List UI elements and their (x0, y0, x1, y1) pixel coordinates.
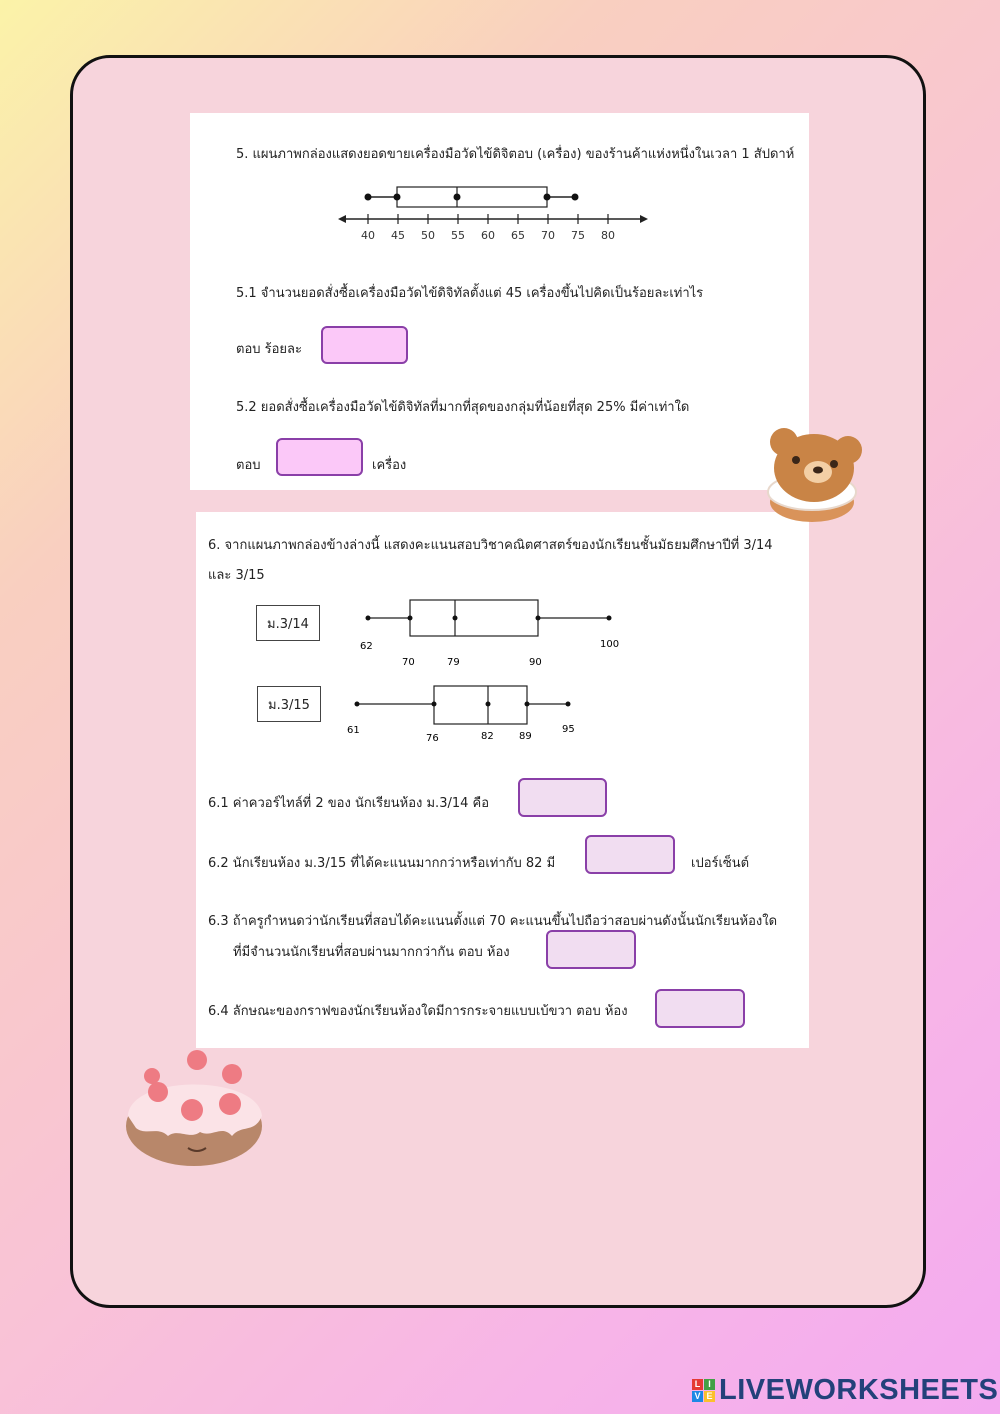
q6-2-unit: เปอร์เซ็นต์ (691, 856, 750, 871)
q5-title: 5. แผนภาพกล่องแสดงยอดขายเครื่องมือวัดไข้ดิจิตอบ (เครื่อง) ของร้านค้าแห่งหนึ่งในเวลา 1 สัปดาห์ (236, 147, 795, 162)
q6-4-answer-box[interactable] (655, 989, 745, 1028)
label-314-q1: 70 (402, 657, 415, 668)
min-point (365, 194, 372, 201)
axis-tick-label: 60 (481, 229, 495, 242)
q5-2-unit: เครื่อง (372, 458, 407, 473)
q6-3-answer-box[interactable] (546, 930, 636, 969)
q6-title-line2: และ 3/15 (208, 568, 265, 583)
liveworksheets-logo (692, 1374, 998, 1407)
q6-boxplots (332, 588, 632, 748)
question-5-card (190, 113, 809, 490)
q6-1-text: 6.1 ค่าควอร์ไทล์ที่ 2 ของ นักเรียนห้อง ม.3/14 คือ (208, 796, 490, 811)
right-arrow (640, 215, 648, 223)
q6-3-line1: 6.3 ถ้าครูกำหนดว่านักเรียนที่สอบได้คะแนนตั้งแต่ 70 คะแนนขึ้นไปถือว่าสอบผ่านดังนั้นนักเรียนห้องใด (208, 914, 778, 929)
logo-text: LIVEWORKSHEETS (719, 1374, 999, 1406)
label-315-min: 61 (347, 725, 360, 736)
label-314-max: 100 (600, 639, 620, 650)
q5-2-answer-label: ตอบ (236, 458, 261, 473)
q6-2-answer-box[interactable] (585, 835, 675, 874)
q6-2-text: 6.2 นักเรียนห้อง ม.3/15 ที่ได้คะแนนมากกว่าหรือเท่ากับ 82 มี (208, 856, 556, 871)
left-arrow (338, 215, 346, 223)
label-314-median: 79 (447, 657, 460, 668)
axis-tick-label: 45 (391, 229, 405, 242)
median-point (454, 194, 461, 201)
axis-tick-label: 75 (571, 229, 585, 242)
axis-tick-label: 80 (601, 229, 615, 242)
axis-tick-label: 65 (511, 229, 525, 242)
q6-title-line1: 6. จากแผนภาพกล่องข้างล่างนี้ แสดงคะแนนสอบวิชาคณิตศาสตร์ของนักเรียนชั้นมัธยมศึกษาปีที่ 3/14 (208, 538, 773, 553)
q3-point (544, 194, 551, 201)
label-315-q1: 76 (426, 733, 439, 744)
q6-3-line2: ที่มีจำนวนนักเรียนที่สอบผ่านมากกว่ากัน ตอบ ห้อง (233, 945, 510, 960)
label-314-q3: 90 (529, 657, 542, 668)
label-314-min: 62 (360, 641, 373, 652)
axis-tick-label: 50 (421, 229, 435, 242)
q5-2-text: 5.2 ยอดสั่งซื้อเครื่องมือวัดไข้ดิจิทัลที่มากที่สุดของกลุ่มที่น้อยที่สุด 25% มีค่าเท่าใด (236, 400, 690, 415)
logo-letter-e: E (704, 1391, 715, 1402)
strawberry-cake-sticker (122, 1044, 272, 1174)
q6-1-answer-box[interactable] (518, 778, 607, 817)
label-315-median: 82 (481, 731, 494, 742)
question-6-card (196, 512, 809, 1048)
iqr-box (397, 187, 547, 207)
bear-cookie-sticker (760, 420, 870, 530)
class-label-315: ม.3/15 (257, 686, 321, 722)
q5-1-text: 5.1 จำนวนยอดสั่งซื้อเครื่องมือวัดไข้ดิจิทัลตั้งแต่ 45 เครื่องขึ้นไปคิดเป็นร้อยละเท่าไร (236, 286, 704, 301)
q6-4-text: 6.4 ลักษณะของกราฟของนักเรียนห้องใดมีการกระจายแบบเบ้ขวา ตอบ ห้อง (208, 1004, 628, 1019)
q5-2-answer-box[interactable] (276, 438, 363, 476)
axis-tick-label: 55 (451, 229, 465, 242)
axis-tick-label: 40 (361, 229, 375, 242)
q5-1-answer-box[interactable] (321, 326, 408, 364)
boxplot-315 (347, 686, 575, 744)
logo-letter-l: L (692, 1379, 703, 1390)
label-315-q3: 89 (519, 731, 532, 742)
logo-letter-i: I (704, 1379, 715, 1390)
q5-1-answer-label: ตอบ ร้อยละ (236, 342, 302, 357)
max-point (572, 194, 579, 201)
q1-point (394, 194, 401, 201)
label-315-max: 95 (562, 724, 575, 735)
logo-badge (692, 1379, 715, 1402)
boxplot-314 (360, 600, 619, 668)
axis-tick-label: 70 (541, 229, 555, 242)
class-label-314: ม.3/14 (256, 605, 320, 641)
logo-letter-v: V (692, 1391, 703, 1402)
